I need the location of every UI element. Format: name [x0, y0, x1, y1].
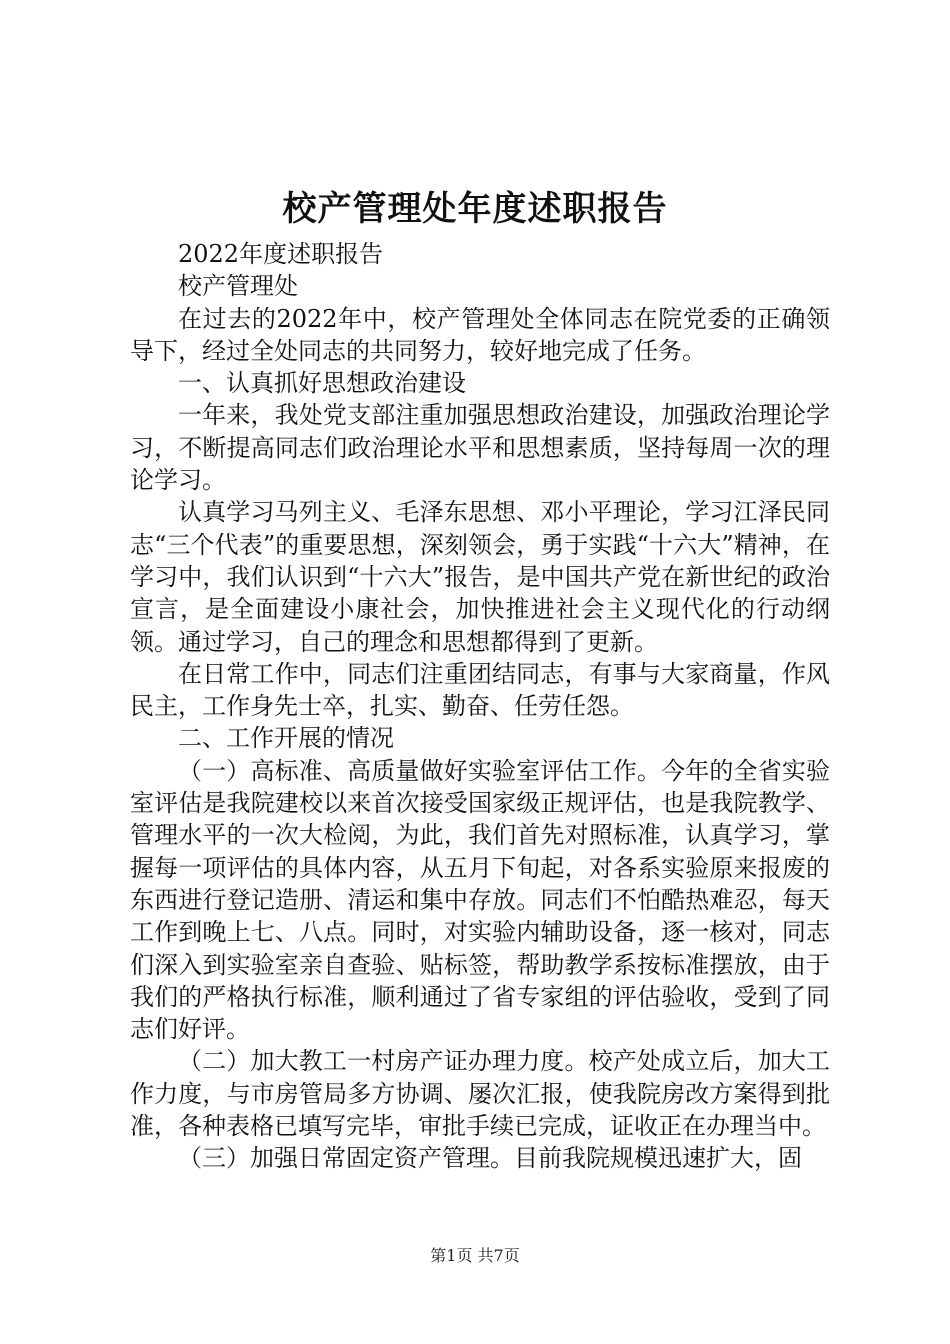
- report-department: 校产管理处: [178, 272, 298, 301]
- paragraph: 一年来，我处党支部注重加强思想政治建设，加强政治理论学习，不断提高同志们政治理论水平和思想素质，坚持每周一次的理论学习。: [130, 401, 830, 495]
- paragraph: （二）加大教工一村房产证办理力度。校产处成立后，加大工作力度，与市房管局多方协调、屡次汇报，使我院房改方案得到批准，各种表格已填写完毕，审批手续已完成，证收正在办理当中。: [130, 1047, 830, 1141]
- document-body: [130, 238, 830, 1175]
- section-heading: 一、认真抓好思想政治建设: [178, 369, 466, 398]
- report-subtitle: 2022年度述职报告: [178, 240, 384, 268]
- paragraph: 在过去的2022年中，校产管理处全体同志在院党委的正确领导下，经过全处同志的共同努力，较好地完成了任务。: [130, 304, 830, 365]
- document-title: 校产管理处年度述职报告: [282, 189, 668, 229]
- paragraph: （一）高标准、高质量做好实验室评估工作。今年的全省实验室评估是我院建校以来首次接受国家级正规评估，也是我院教学、管理水平的一次大检阅，为此，我们首先对照标准，认真学习，掌握每一项评估的具体内容，从五月下旬起，对各系实验原来报废的东西进行登记造册、清运和集中存放。同志们不怕酷热难忍，每天工作到晚上七、八点。同时，对实验内辅助设备，逐一核对，同志们深入到实验室亲自查验、贴标签，帮助教学系按标准摆放，由于我们的严格执行标准，顺利通过了省专家组的评估验收，受到了同志们好评。: [130, 756, 830, 1044]
- paragraph: （三）加强日常固定资产管理。目前我院规模迅速扩大，固: [178, 1144, 802, 1173]
- paragraph: 在日常工作中，同志们注重团结同志，有事与大家商量，作风民主，工作身先士卒，扎实、勤奋、任劳任怨。: [130, 659, 830, 721]
- paragraph: 认真学习马列主义、毛泽东思想、邓小平理论，学习江泽民同志“三个代表”的重要思想，深刻领会，勇于实践“十六大”精神，在学习中，我们认识到“十六大”报告，是中国共产党在新世纪的政治宣言，是全面建设小康社会，加快推进社会主义现代化的行动纲领。通过学习，自己的理念和思想都得到了更新。: [130, 498, 830, 656]
- section-heading: 二、工作开展的情况: [178, 724, 394, 753]
- page-footer: 第1页 共7页: [430, 1246, 520, 1265]
